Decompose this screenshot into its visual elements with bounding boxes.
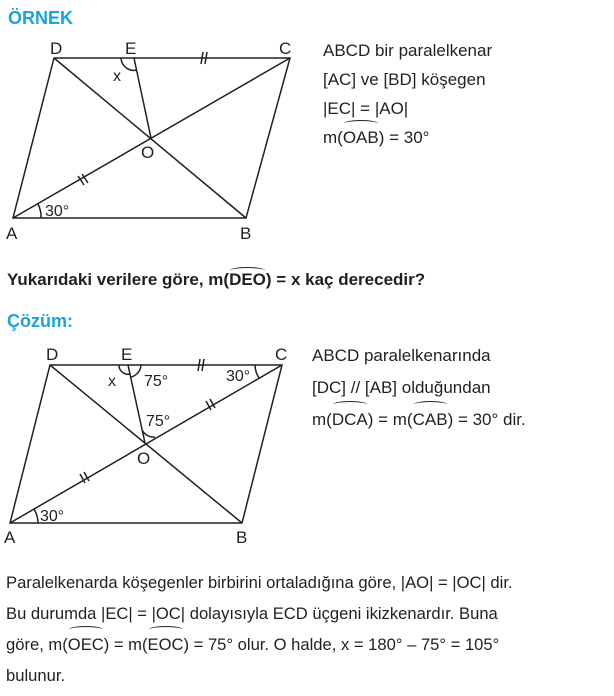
label-a: A — [4, 528, 16, 547]
angle-symbol: DEO — [229, 270, 266, 289]
paragraph-line-1: Paralelkenarda köşegenler birbirini ortaladığına göre, |AO| = |OC| dir. — [6, 573, 513, 592]
angle-arc-a — [38, 204, 41, 218]
solution-line-1: ABCD paralelkenarında — [312, 346, 491, 365]
label-b: B — [240, 224, 252, 243]
paragraph-line-2: Bu durumda |EC| = |OC| dolayısıyla ECD üçgeni ikizkenardır. Buna — [6, 604, 498, 623]
paragraph-line-4: bulunur. — [6, 666, 66, 685]
solution-figure — [0, 340, 300, 550]
question: Yukarıdaki verilere göre, m(DEO) = x kaç derecedir? — [7, 270, 426, 289]
given-line-1: ABCD bir paralelkenar — [323, 41, 493, 60]
angle-label-x: x — [108, 373, 116, 390]
label-o: O — [141, 143, 155, 162]
angle-symbol: EOC — [148, 629, 184, 660]
solution-line-3: m(DCA) = m(CAB) = 30° dir. — [312, 404, 526, 436]
solution-heading: Çözüm: — [7, 311, 73, 331]
angle-label-c: 30° — [226, 368, 251, 385]
label-e: E — [125, 39, 137, 58]
paragraph-line-3: göre, m(OEC) = m(EOC) = 75° olur. O halde, x = 180° – 75° = 105° — [6, 629, 610, 660]
angle-label-o: 75° — [146, 413, 171, 430]
solution-text — [312, 340, 526, 436]
label-d: D — [50, 39, 63, 58]
label-c: C — [275, 345, 288, 364]
angle-arc-a — [34, 509, 38, 523]
label-o: O — [137, 449, 151, 468]
label-a: A — [6, 224, 18, 243]
given-line-2: [AC] ve [BD] köşegen — [323, 70, 486, 89]
diagonal-ac — [13, 58, 290, 218]
angle-arc-e — [131, 365, 141, 377]
given-line-3: |EC| = |AO| — [323, 99, 409, 118]
example-given — [323, 36, 492, 152]
diagonal-bd — [54, 58, 246, 218]
angle-label-x: x — [113, 68, 121, 85]
angle-label-a: 30° — [45, 203, 70, 220]
label-b: B — [236, 528, 248, 547]
solution-paragraph — [6, 567, 610, 691]
angle-symbol: CAB — [413, 404, 448, 436]
solution-line-2: [DC] // [AB] olduğundan — [312, 378, 491, 397]
angle-symbol: OAB — [343, 123, 379, 152]
angle-symbol: DCA — [332, 404, 368, 436]
example-heading: ÖRNEK — [8, 8, 74, 28]
label-e: E — [121, 345, 133, 364]
angle-label-e: 75° — [144, 373, 169, 390]
angle-symbol: OEC — [68, 629, 104, 660]
label-c: C — [279, 39, 292, 58]
label-d: D — [46, 345, 59, 364]
angle-arc-c — [255, 365, 259, 378]
example-figure — [0, 34, 310, 248]
given-line-4: m(OAB) = 30° — [323, 123, 492, 152]
angle-label-a: 30° — [40, 508, 65, 525]
